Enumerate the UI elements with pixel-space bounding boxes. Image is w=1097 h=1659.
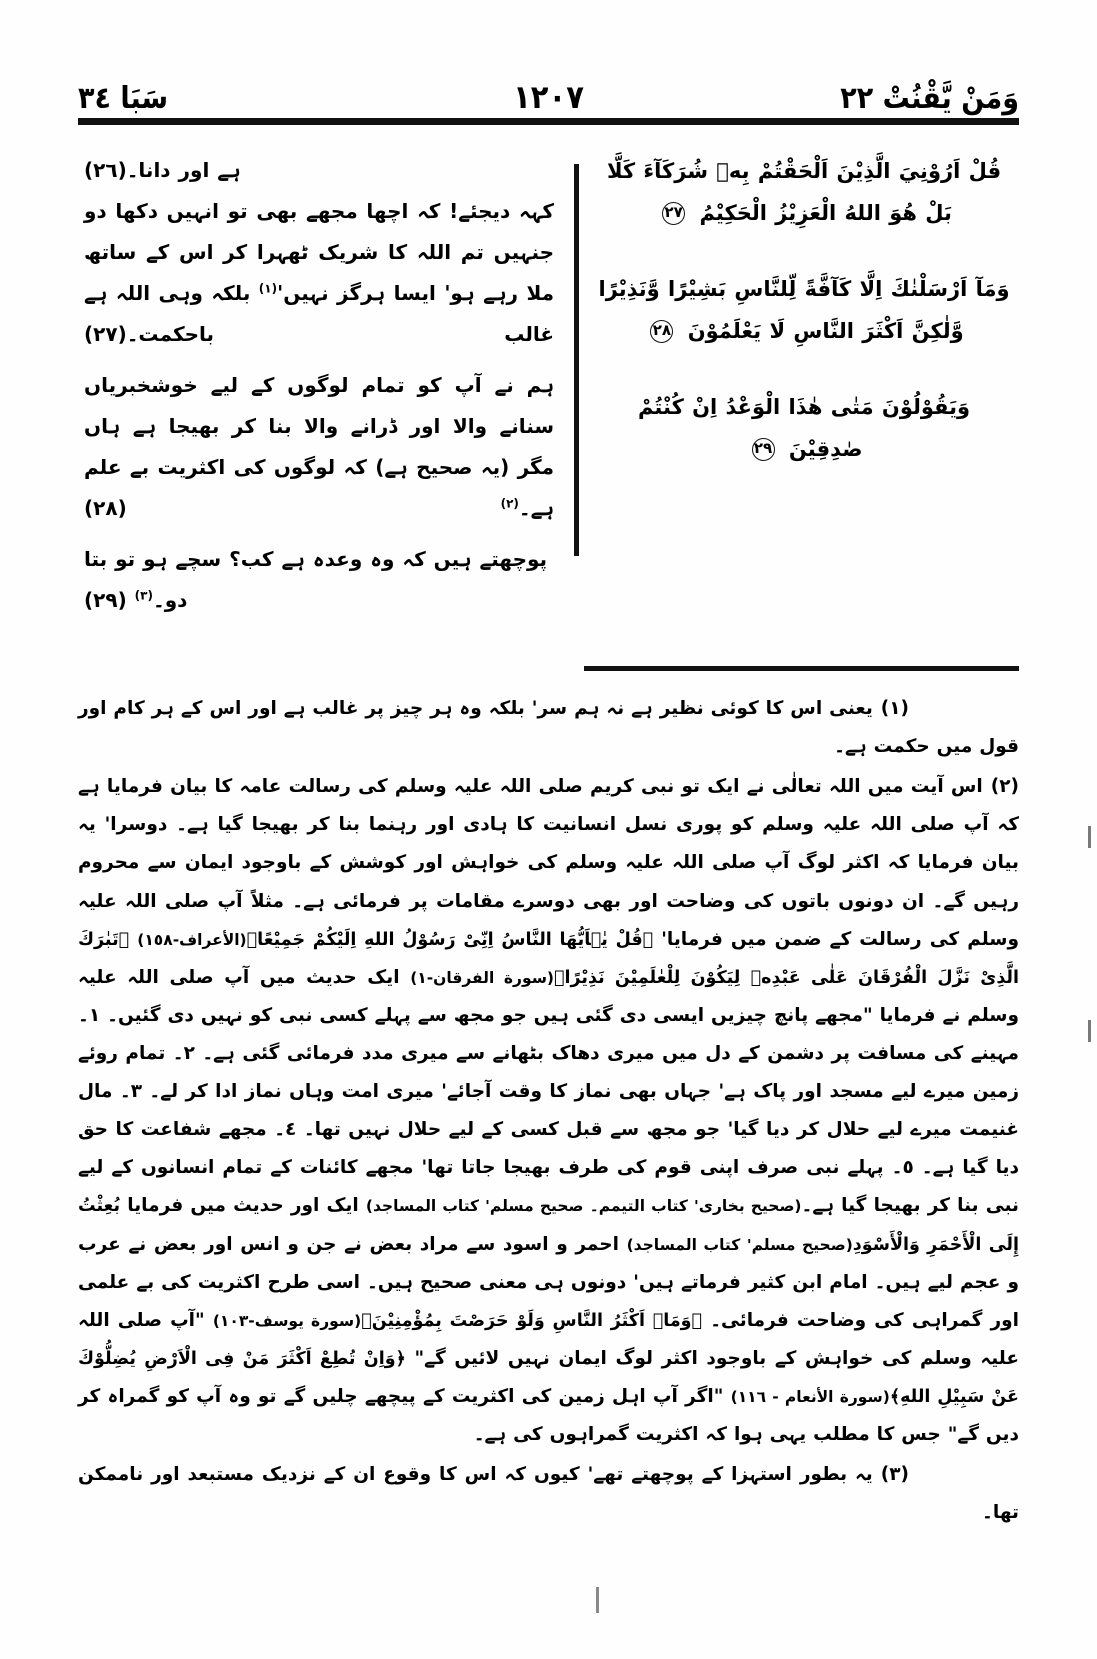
footnote-3 bbox=[78, 1456, 1019, 1532]
footnote-ref-1[interactable]: (١) bbox=[258, 281, 278, 296]
ayah-28 bbox=[597, 268, 1011, 352]
footnote-1-marker: (١) bbox=[880, 698, 909, 719]
urdu-translation-28-text: ہم نے آپ کو تمام لوگوں کے لیے خوشخبریاں سنانے والا اور ڈرانے والا بنا کر بھیجا ہے ہاں مگر (یہ صحیح ہے) کہ لوگوں کی اکثریت بے علم ہے۔ bbox=[84, 373, 555, 520]
urdu-translation-28-tail: (٢٨) bbox=[84, 496, 501, 520]
footnote-2-seg-yusuf-gloss: "آپ صلی اللہ علیہ وسلم کی خواہش کے باوجود اکثر لوگ ایمان نہیں لائیں گے" bbox=[78, 1309, 1019, 1369]
ayah-29 bbox=[597, 386, 1011, 470]
footnote-2 bbox=[78, 768, 1019, 1454]
quran-quote-furqan-1: ﴿تَبٰرَكَ الَّذِىْ نَزَّلَ الْفُرْقَانَ عَلٰى عَبْدِهٖ لِيَكُوْنَ لِلْعٰلَمِيْنَ نَذِيْرًا﴾ bbox=[78, 929, 1019, 988]
arabic-verses-column bbox=[579, 140, 1019, 640]
urdu-translation-29-tail: (٢٩) bbox=[84, 588, 135, 612]
scan-edge-mark-bottom bbox=[1088, 1020, 1091, 1042]
footnote-2-hadith-narrative: ایک حدیث میں آپ صلی اللہ علیہ وسلم نے فرمایا "مجھے پانچ چیزیں ایسی دی گئی ہیں جو مجھ سے پہلے کسی نبی کو نہیں دی گئیں۔ ١۔ مہینے کی مسافت پر دشمن کے دل میں میری دھاک بٹھانے سے میری مدد فرمائی گئی ہے۔ ٢۔ تمام روئے زمین میرے لیے مسجد اور پاک ہے' جہاں بھی نماز کا وقت آجائے' میری امت وہاں نماز ادا کر لے۔ ٣۔ مال غنیمت میرے لیے حلال کر دیا گیا' جو مجھ سے قبل کسی کے لیے حلال نہیں تھا۔ ٤۔ مجھے شفاعت کا حق دیا گیا ہے۔ ٥۔ پہلے نبی صرف اپنی قوم کی طرف بھیجا جاتا تھا' مجھے کائنات کے تمام انسانوں کے لیے نبی بنا کر بھیجا گیا ہے۔ bbox=[78, 966, 1019, 1217]
scripture-and-translation-block bbox=[78, 140, 1019, 640]
urdu-translation-29-text: پوچھتے ہیں کہ وہ وعدہ ہے کب؟ سچے ہو تو بتا دو۔ bbox=[84, 547, 548, 612]
footnote-separator-rule bbox=[584, 666, 1019, 671]
quran-ref-furqan-1: (سورة الفرقان-١) bbox=[410, 968, 555, 987]
ayah-28-text: وَمَآ اَرْسَلْنٰكَ اِلَّا كَآفَّةً لِّلنَّاسِ بَشِيْرًا وَّنَذِيْرًا وَّلٰكِنَّ اَكْثَرَ النَّاسِ لَا يَعْلَمُوْنَ bbox=[598, 277, 1010, 343]
footnote-3-text: یہ بطور استہزا کے پوچھتے تھے' کیوں کہ اس کا وقوع ان کے نزدیک مستبعد اور ناممکن تھا۔ bbox=[78, 1464, 1019, 1524]
hadith-ref-bukhari-muslim: (صحیح بخاری' کتاب التیمم۔ صحیح مسلم' کتاب المساجد) bbox=[365, 1197, 802, 1216]
ayah-29-text: وَيَقُوْلُوْنَ مَتٰى هٰذَا الْوَعْدُ اِنْ كُنْتُمْ صٰدِقِيْنَ bbox=[637, 395, 971, 461]
footnote-ref-3[interactable]: (٣) bbox=[134, 588, 153, 603]
header-juz-title: وَمَنْ يَّقْنُتْ ٢٢ bbox=[840, 81, 1019, 117]
urdu-translation-27-text: کہہ دیجئے! کہ اچھا مجھے بھی تو انہیں دکھا دو جنہیں تم اللہ کا شریک ٹھہرا کر اس کے ساتھ ملا رہے ہو' ایسا ہرگز نہیں' bbox=[84, 199, 555, 305]
quran-quote-anam-116: ﴿وَاِنْ تُطِعْ اَكْثَرَ مَنْ فِى الْاَرْضِ يُضِلُّوْكَ عَنْ سَبِيْلِ اللهِ﴾ bbox=[78, 1348, 1019, 1407]
header-surah-title: سَبَا ٣٤ bbox=[78, 81, 169, 117]
hadith-quote-ahmar-aswad: بُعِثْتُ إِلَى الْأَحْمَرِ وَالْأَسْوَدِ bbox=[78, 1196, 1019, 1255]
scan-bottom-mark bbox=[596, 1587, 599, 1613]
quran-ref-anam-116: (سورة الأنعام - ١١٦) bbox=[730, 1387, 890, 1406]
footnote-2-marker: (٢) bbox=[990, 776, 1019, 798]
header-divider-rule bbox=[78, 118, 1019, 123]
footnote-1 bbox=[78, 690, 1019, 766]
hadith-ref-muslim-masajid: (صحیح مسلم' کتاب المساجد) bbox=[626, 1235, 853, 1254]
footnote-1-text: یعنی اس کا کوئی نظیر ہے نہ ہم سر' بلکہ وہ ہر چیز پر غالب ہے اور اس کے ہر کام اور قول میں حکمت ہے۔ bbox=[78, 698, 1019, 758]
ayah-27 bbox=[597, 150, 1011, 234]
footnote-2-seg-intro: اس آیت میں اللہ تعالٰی نے ایک تو نبی کریم صلی اللہ علیہ وسلم کی رسالت عامہ کا بیان فرمایا ہے کہ آپ صلی اللہ علیہ وسلم کو پوری نسل انسانیت کا ہادی اور رہنما بنا کر بھیجا گیا ہے۔ دوسرا' یہ بیان فرمایا کہ اکثر لوگ آپ صلی اللہ علیہ وسلم کی خواہش اور کوشش کے باوجود ایمان سے محروم رہیں گے۔ ان دونوں باتوں کی وضاحت اور بھی دوسرے مقامات پر فرمائی ہے۔ مثلاً آپ صلی اللہ علیہ وسلم کی رسالت کے ضمن میں فرمایا' bbox=[78, 776, 1019, 950]
footnote-3-marker: (٣) bbox=[880, 1464, 909, 1486]
page-header bbox=[78, 60, 1019, 116]
footnotes-section bbox=[78, 690, 1019, 1534]
page-number: ١٢٠٧ bbox=[513, 78, 584, 117]
quran-ref-araf-158: (الأعراف-١٥٨) bbox=[137, 930, 247, 949]
carryover-line: ہے اور دانا۔(٢٦) bbox=[84, 158, 241, 182]
ayah-29-number: ٢٩ bbox=[752, 438, 775, 461]
footnote-2-seg-explanation: احمر و اسود سے مراد بعض نے جن و انس اور بعض نے عرب و عجم لیے ہیں۔ امام ابن کثیر فرماتے ہیں' دونوں ہی معنی صحیح ہیں۔ اسی طرح اکثریت کی بے علمی اور گمراہی کی وضاحت فرمائی۔ bbox=[78, 1233, 1020, 1331]
scan-edge-mark-top bbox=[1088, 826, 1091, 848]
quran-quote-araf-158: ﴿قُلْ يٰۤاَيُّهَا النَّاسُ اِنِّىْ رَسُوْلُ اللهِ اِلَيْكُمْ جَمِيْعًا﴾ bbox=[246, 929, 654, 950]
urdu-translation-29 bbox=[84, 539, 554, 621]
footnote-2-seg-another-hadith: ایک اور حدیث میں فرمایا bbox=[127, 1195, 359, 1217]
urdu-translation-column bbox=[78, 140, 574, 640]
urdu-translation-27-tail: بلکہ وہی اللہ ہے غالب باحکمت۔(٢٧) bbox=[84, 281, 555, 346]
urdu-translation-27 bbox=[84, 191, 554, 355]
ayah-27-text: قُلْ اَرُوْنِيَ الَّذِيْنَ اَلْحَقْتُمْ بِهٖ شُرَكَآءَ كَلَّا بَلْ هُوَ اللهُ الْعَزِيْزُ الْحَكِيْمُ bbox=[606, 159, 1002, 225]
footnote-ref-2[interactable]: (٢) bbox=[500, 496, 519, 511]
quran-quote-yusuf-103: ﴿وَمَاۤ اَكْثَرُ النَّاسِ وَلَوْ حَرَصْتَ بِمُؤْمِنِيْنَ﴾ bbox=[361, 1310, 703, 1331]
ayah-27-number: ٢٧ bbox=[662, 202, 685, 225]
urdu-translation-28 bbox=[84, 365, 554, 529]
quran-ref-yusuf-103: (سورة يوسف-١٠٣) bbox=[212, 1311, 362, 1330]
footnote-2-seg-anam-gloss: "اگر آپ اہل زمین کی اکثریت کے پیچھے چلیں گے تو وہ آپ کو گمراہ کر دیں گے" جس کا مطلب یہی ہوا کہ اکثریت گمراہوں کی ہے۔ bbox=[78, 1385, 1019, 1446]
column-divider-rule bbox=[574, 164, 579, 556]
ayah-28-number: ٢٨ bbox=[650, 320, 673, 343]
